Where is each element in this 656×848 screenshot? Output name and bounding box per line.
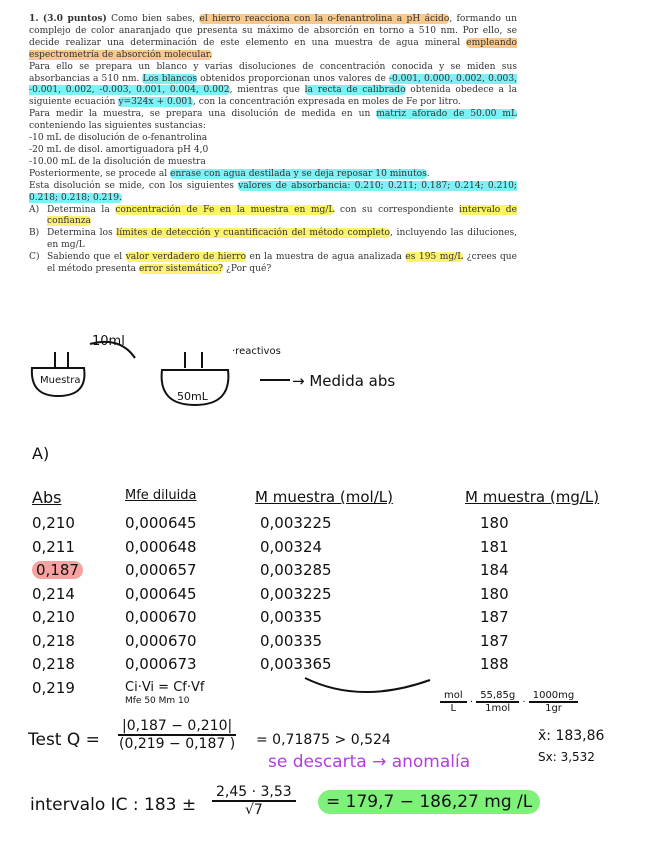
interval-result [318, 792, 540, 812]
table-cell-mfe: 0,000645 [125, 584, 197, 603]
mean-value: x̄: 183,86 [538, 728, 605, 744]
table-cell-mm: 0,00335 [260, 631, 323, 650]
dilution-formula: Ci·Vi = Cf·Vf [125, 680, 205, 695]
text: Posteriormente, se procede al [29, 168, 171, 179]
arrow-curve [300, 670, 460, 710]
highlight: empleando espectrometría de absorción molecular. [29, 37, 517, 60]
unit-conversion: $\frac{\text{mol}}{L}$ · $\frac{55,85g}{\text{1mol}}$ · $\frac{1000mg}{1gr}$ [440, 690, 578, 714]
text: ¿crees que el método presenta [47, 252, 518, 275]
question-a [29, 205, 517, 229]
text: obtenidos proporcionan unos valores de [197, 73, 389, 84]
table-cell-mm: 0,003365 [260, 655, 332, 673]
highlight: la recta de calibrado [304, 85, 406, 96]
table-cell-abs: 0,218 [32, 655, 75, 673]
text: Esta disolución se mide, con los siguientes [29, 180, 239, 191]
text: √7 [244, 802, 263, 818]
measure-label: → Medida abs [292, 372, 396, 390]
highlight: enrase con agua destilada y se deja reposar 10 minutos [170, 168, 427, 179]
column-header: Abs [32, 488, 62, 507]
table-cell-abs: 0,210 [32, 608, 75, 626]
highlight: concentración de Fe en la muestra en mg/L [115, 204, 335, 215]
substance-item: -10.00 mL de la disolución de muestra [29, 156, 206, 167]
dilution-values: Mfe 50 Mm 10 [125, 696, 190, 706]
highlight: límites de detección y cuantificación del método completo [116, 228, 390, 239]
text: = 179,7 − 186,27 mg /L [318, 790, 540, 814]
test-q-label: Test Q = [28, 730, 100, 750]
text: ¿Por qué? [223, 264, 272, 275]
text: conteniendo las siguientes sustancias: [29, 121, 206, 132]
text: Para ello se prepara un blanco y varias disoluciones de concentración conocida y se miden sus absorbancias a 510 nm. [29, 61, 517, 84]
table-cell-mm: 0,003225 [260, 584, 332, 603]
test-q-result: = 0,71875 > 0,524 [256, 732, 391, 748]
table-cell-mg: 187 [480, 608, 509, 626]
table-cell-mg: 187 [480, 631, 509, 650]
table-cell-mm: 0,00335 [260, 608, 323, 626]
table-cell-mg: 180 [480, 584, 509, 603]
reagents-label: ·reactivos [232, 346, 281, 357]
question-b [29, 228, 517, 252]
text: en la muestra de agua analizada [245, 252, 406, 263]
column-header: M muestra (mol/L) [255, 488, 393, 506]
substance-item: -10 mL de disolución de o-fenantrolina [29, 133, 208, 144]
table-cell-mfe: 0,000657 [125, 561, 197, 579]
table-cell-abs: 0,211 [32, 537, 75, 556]
text: Determina los [47, 228, 117, 239]
highlight: Los blancos [142, 73, 197, 84]
text: , formando un complejo de color anaranjado que presenta su máximo de absorción en torno a 510 nm. Por ello, se decide realizar una determinación de este elemento en una muestra de agua mineral [29, 14, 517, 48]
interval-label: intervalo IC : 183 ± [30, 795, 197, 815]
text: obtenida obedece a la siguiente ecuación [29, 85, 517, 108]
section-label: A) [32, 444, 50, 463]
text: 1000mg [529, 690, 579, 703]
table-cell-mfe: 0,000670 [125, 608, 197, 626]
highlight: es 195 mg/L [405, 252, 464, 263]
problem-points: (3.0 puntos) [42, 13, 107, 24]
table-cell-abs: 0,214 [32, 584, 75, 603]
text: Para medir la muestra, se prepara una disolución de medida en un [29, 109, 377, 120]
std-dev-value: Sx: 3,532 [538, 750, 595, 764]
table-cell-abs: 0,219 [32, 678, 75, 697]
flask-label: Muestra [40, 375, 81, 386]
table-cell-mfe: 0,000670 [125, 631, 197, 650]
text: 2,45 · 3,53 [212, 784, 296, 802]
table-cell-abs: 0,210 [32, 514, 75, 532]
highlight: -0.001, 0.000, 0.002, 0.003, -0.001, 0.002, -0.003, 0.001, 0.004, 0.002 [29, 73, 517, 96]
question-label: C) [29, 252, 40, 263]
interval-fraction [212, 784, 296, 818]
text: (0,219 − 0,187 ) [119, 736, 236, 752]
text: mol [440, 690, 467, 703]
table-cell-mm: 0,003285 [260, 561, 332, 579]
text: 1mol [485, 703, 511, 714]
highlight: el hierro reacciona con la o-fenantrolina a pH ácido [199, 14, 450, 24]
text: con su correspondiente [334, 204, 460, 215]
table-cell-mg: 180 [480, 514, 509, 532]
table-cell-mfe: 0,000645 [125, 514, 197, 532]
column-header: Mfe diluida [125, 488, 197, 503]
text: 55,85g [476, 690, 519, 703]
highlight: matriz aforado de 50.00 mL [376, 109, 517, 120]
table-cell-mm: 0,00324 [260, 537, 323, 556]
highlight: error sistemático? [138, 264, 224, 275]
table-cell-mm: 0,003225 [260, 514, 332, 532]
table-cell-mg: 181 [480, 537, 509, 556]
text: , incluyendo las diluciones, en mg/L [47, 228, 518, 251]
problem-number: 1. [29, 13, 39, 24]
table-cell-mg: 188 [480, 655, 509, 673]
table-cell-mg: 184 [480, 561, 509, 579]
test-q-fraction [118, 718, 236, 752]
problem-statement [29, 13, 517, 276]
highlight: valor verdadero de hierro [125, 252, 246, 263]
text: . [426, 168, 430, 179]
column-header: M muestra (mg/L) [465, 488, 600, 506]
highlight: valores de absorbancia: 0.210; 0.211; 0.187; 0.214; 0.210; 0.218; 0.218; 0.219. [29, 180, 517, 203]
text: L [450, 703, 457, 714]
question-c [29, 252, 517, 276]
discard-note: se descarta → anomalía [268, 752, 471, 772]
highlight: y=324x + 0.001 [118, 97, 193, 108]
table-cell-abs: 0,187 [32, 561, 83, 579]
table-cell-mfe: 0,000673 [125, 655, 197, 673]
table-cell-mfe: 0,000648 [125, 537, 197, 556]
text: , mientras que [229, 85, 305, 96]
question-label: B) [29, 228, 40, 239]
text: 1gr [545, 703, 562, 714]
text: |0,187 − 0,210| [118, 718, 236, 736]
substance-item: -20 mL de disol. amortiguadora pH 4,0 [29, 144, 209, 155]
text: Determina la [47, 204, 116, 215]
table-cell-abs: 0,218 [32, 631, 75, 650]
highlight: intervalo de confianza [47, 204, 518, 227]
text: Sabiendo que el [47, 252, 126, 263]
volume-label: 10ml [92, 334, 125, 349]
text: Como bien sabes, [111, 14, 200, 24]
question-label: A) [29, 204, 40, 215]
flask-label: 50mL [177, 390, 208, 403]
text: , con la concentración expresada en moles de Fe por litro. [193, 97, 461, 108]
